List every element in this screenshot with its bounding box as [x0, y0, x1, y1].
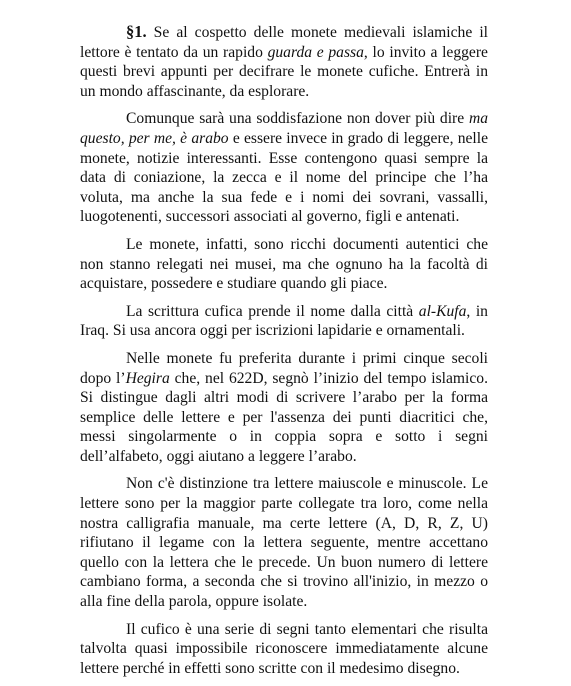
paragraph-text: Il cufico è una serie di segni tanto elementari che risulta talvolta quasi impossibile riconoscere immediatamente alcune lettere perché in effetti sono scritte con il medesimo disegno.: [80, 620, 488, 677]
italic-term: Hegira: [125, 369, 170, 387]
paragraph-text: Se al cospetto delle monete medievali islamiche il lettore è tentato da un rapido: [80, 24, 488, 61]
paragraph-text: Nelle monete fu preferita durante i primi cinque secoli dopo l’: [80, 349, 488, 387]
paragraph-text: che, nel 622D, segnò l’inizio del tempo islamico. Si distingue dagli altri modi di scrivere l’arabo per la forma semplice delle lettere e per l'assenza dei punti diacritici che, messi singolarmente o in coppia sopra e sotto i segni dell’alfabeto, oggi aiutano a leggere l’arabo.: [80, 369, 488, 465]
paragraph-intro: [80, 22, 488, 101]
paragraph-hegira: [80, 349, 488, 467]
italic-phrase: ma questo, per me, è arabo: [80, 110, 488, 147]
paragraph-text: , in Iraq. Si usa ancora oggi per iscrizioni lapidarie e ornamentali.: [80, 302, 488, 340]
paragraph-kufic-signs: [80, 620, 488, 679]
paragraph-text: e essere invece in grado di leggere, nelle monete, notizie interessanti. Esse contengono quasi sempre la data di coniazione, la zecca e il nome del principe che l’ha voluta, ma anche la sua fede e i nomi dei sovrani, vassalli, luogotenenti, successori associati al governo, figli e antenati.: [80, 129, 489, 226]
paragraph-satisfaction: [80, 109, 488, 227]
paragraph-coins-documents: [80, 235, 488, 294]
paragraph-text: La scrittura cufica prende il nome dalla città: [126, 302, 419, 320]
italic-place-name: al-Kufa: [418, 302, 467, 320]
document-page: [80, 22, 488, 686]
paragraph-text: Le monete, infatti, sono ricchi documenti autentici che non stanno relegati nei musei, ma che ognuno ha la facoltà di acquistare, possedere e studiare quando gli piace.: [80, 235, 488, 293]
paragraph-letter-forms: [80, 474, 488, 611]
italic-phrase: guarda e passa: [267, 43, 364, 61]
paragraph-text: , lo invito a leggere questi brevi appunti per decifrare le monete cufiche. Entrerà in un mondo affascinante, da esplorare.: [80, 43, 488, 100]
section-number: §1.: [126, 22, 147, 41]
paragraph-text: Comunque sarà una soddisfazione non dover più dire: [126, 110, 469, 128]
paragraph-text: Non c'è distinzione tra lettere maiuscole e minuscole. Le lettere sono per la maggior parte collegate tra loro, come nella nostra calligrafia manuale, ma certe lettere (A, D, R, Z, U) rifiutano il legame con la lettera seguente, mentre accettano quello con la lettera che le precede. Un buon numero di lettere cambiano forma, a seconda che si trovino all'inizio, in mezzo o alla fine della parola, oppure isolate.: [80, 475, 488, 611]
paragraph-kufic-origin: [80, 302, 488, 341]
